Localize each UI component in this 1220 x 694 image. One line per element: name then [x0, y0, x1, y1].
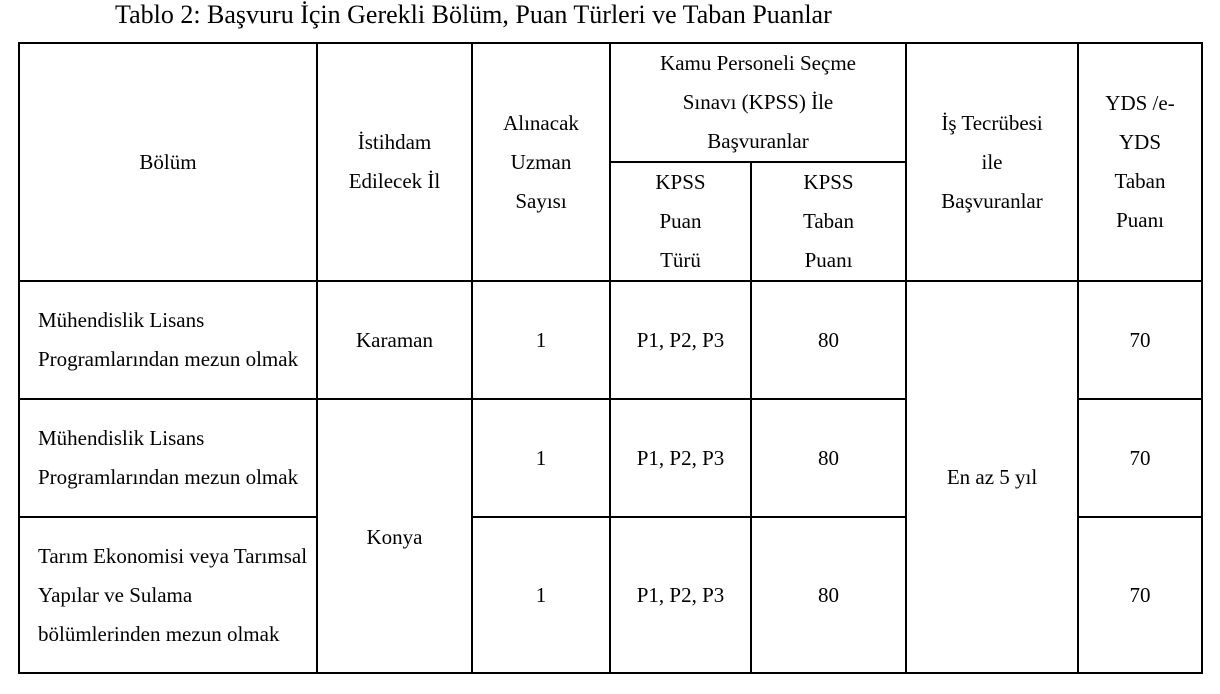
row-taban-puani: 80 [751, 281, 906, 399]
requirements-table [18, 42, 1203, 674]
header-bolum: Bölüm [19, 43, 317, 281]
row-puan-turu: P1, P2, P3 [610, 399, 751, 517]
row-yds: 70 [1078, 517, 1202, 673]
row-puan-turu: P1, P2, P3 [610, 517, 751, 673]
header-kpss-taban-puani: KPSS Taban Puanı [751, 162, 906, 281]
table-title: Tablo 2: Başvuru İçin Gerekli Bölüm, Puan Türleri ve Taban Puanlar [115, 0, 832, 29]
is-tecrubesi-value: En az 5 yıl [906, 281, 1078, 673]
row-taban-puani: 80 [751, 399, 906, 517]
row-yds: 70 [1078, 281, 1202, 399]
row-yds: 70 [1078, 399, 1202, 517]
row-bolum: Tarım Ekonomisi veya Tarımsal Yapılar ve Sulama bölümlerinden mezun olmak [19, 517, 317, 673]
header-kpss-puan-turu: KPSS Puan Türü [610, 162, 751, 281]
row-uzman-sayisi: 1 [472, 399, 610, 517]
row-taban-puani: 80 [751, 517, 906, 673]
header-uzman-sayisi: Alınacak Uzman Sayısı [472, 43, 610, 281]
row-puan-turu: P1, P2, P3 [610, 281, 751, 399]
row-il: Karaman [317, 281, 472, 399]
row-bolum: Mühendislik Lisans Programlarından mezun olmak [19, 399, 317, 517]
row-bolum: Mühendislik Lisans Programlarından mezun olmak [19, 281, 317, 399]
row-uzman-sayisi: 1 [472, 517, 610, 673]
header-kpss-group: Kamu Personeli Seçme Sınavı (KPSS) İle Başvuranlar [610, 43, 906, 162]
table-row [19, 281, 1202, 399]
header-yds: YDS /e-YDS Taban Puanı [1078, 43, 1202, 281]
header-row-1 [19, 43, 1202, 162]
header-is-tecrubesi: İş Tecrübesi ile Başvuranlar [906, 43, 1078, 281]
row-il: Konya [317, 399, 472, 673]
header-il: İstihdam Edilecek İl [317, 43, 472, 281]
row-uzman-sayisi: 1 [472, 281, 610, 399]
